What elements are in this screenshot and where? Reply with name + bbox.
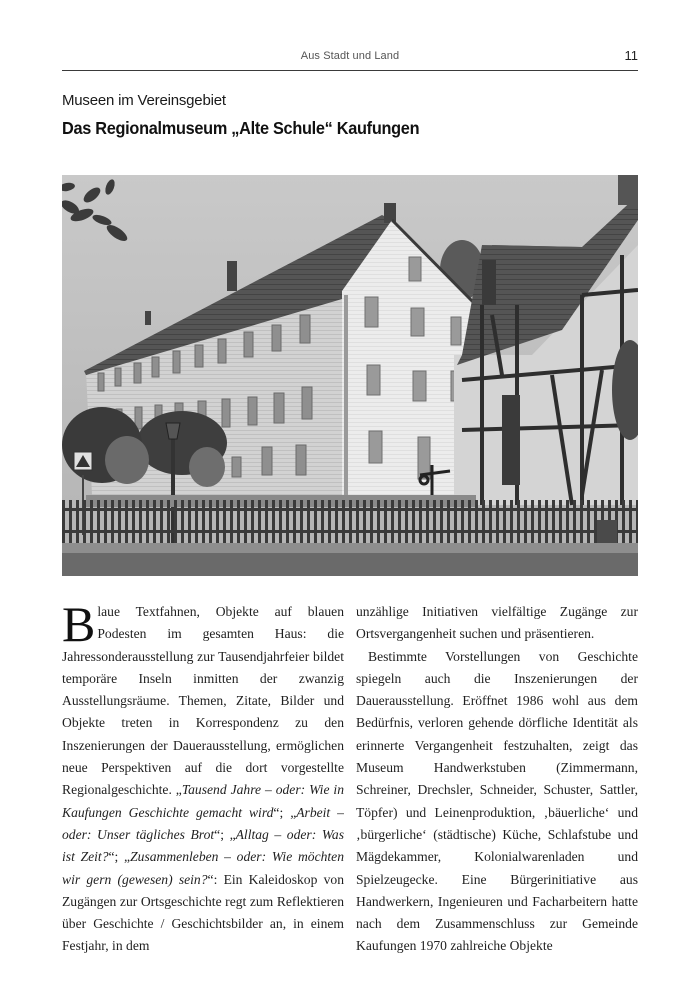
text-column-left	[62, 596, 345, 958]
exhibition-quote: Zusammenleben – oder: Wie möchten wir gern (gewesen) sein?	[62, 849, 345, 887]
drop-cap: B	[62, 596, 96, 652]
museum-photo	[62, 175, 638, 576]
running-header	[62, 48, 638, 71]
photo-chimney	[227, 261, 237, 291]
exhibition-quote: Alltag – oder: Was ist Zeit?	[62, 826, 344, 865]
photo-street	[62, 553, 638, 576]
running-title: Aus Stadt und Land	[300, 50, 400, 62]
exhibition-quote: Tausend Jahre – oder: Wie in Kaufungen Geschichte gemacht wird	[62, 782, 344, 820]
exhibition-quote: Arbeit – oder: Unser tägliches Brot	[62, 804, 344, 842]
photo-fence	[62, 500, 638, 545]
paragraph: unzählige Initiativen vielfältige Zugänge zur Ortsvergangenheit suchen und präsentieren.	[356, 604, 638, 642]
paragraph: Blaue Textfahnen, Objekte auf blauen Podesten im gesamten Haus: die Jahressonderausstellung zur Tausendjahrfeier bildet temporäre Inseln inmitten der zwanzig Ausstellungsräume. Themen, Zitate, Bilder und Objekte treten in Korrespondenz zu den Inszenierungen der Dauerausstellung, ermöglichen neue Perspektiven auf die dort vorgestellte Regionalgeschichte. „Tausend Jahre – oder: Wie in Kaufungen Geschichte gemacht wird“; „Arbeit – oder: Unser tägliches Brot“; „Alltag – oder: Was ist Zeit?“; „Zusammenleben – oder: Wie möchten wir gern (gewesen) sein?“: Ein Kaleidoskop von Zugängen zur Ortsgeschichte regt zum Reflektieren über Geschichte / Geschichtsbilder an, in einem Festjahr, in dem	[62, 596, 345, 954]
text-column-right	[356, 601, 638, 958]
article-title: Das Regionalmuseum „Alte Schule“ Kaufungen	[62, 118, 420, 138]
photo-sidewalk	[62, 543, 638, 553]
photo-chimney	[145, 311, 151, 325]
paragraph: Bestimmte Vorstellungen von Geschichte spiegeln auch die Inszenierungen der Dauerausstellung. Eröffnet 1986 wohl aus dem Bedürfnis, verloren gehende dörfliche Identität als erinnerte Vergangenheit festzuhalten, zeigt das Museum Handwerkstuben (Zimmermann, Schreiner, Drechsler, Schneider, Schuster, Sattler, Töpfer) und Leinenproduktion, ‚bäuerliche‘ und ‚bürgerliche‘ (städtische) Küche, Schlafstube und Mägdekammer, Kolonialwarenladen und Spielzeugecke. Eine Bürgerinitiative aus Handwerkern, Ingenieuren und Facharbeitern hatte nach dem Zusammenschluss zur Gemeinde Kaufungen 1970 zahlreiche Objekte	[356, 648, 638, 954]
section-kicker: Museen im Vereinsgebiet	[62, 92, 226, 109]
page-number: 11	[624, 48, 638, 63]
photo-chimney	[384, 203, 396, 223]
